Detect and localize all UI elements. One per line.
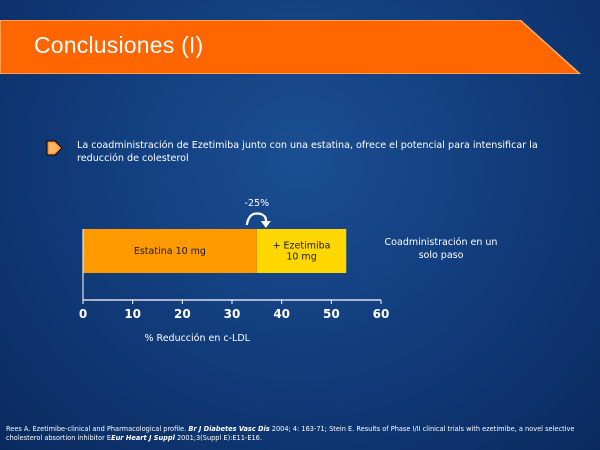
x-tick-label-50: 50 [322,307,340,321]
side-label: Coadministración en un solo paso [384,237,498,261]
curved-arrow-head-icon [261,221,271,228]
ref-part-1: Rees A. Ezetimibe-clinical and Pharmacological profile. [6,425,189,433]
bar-segment-label-1: Estatina 10 mg [133,246,206,257]
bullet-text: La coadministración de Ezetimiba junto con una estatina, ofrece el potencial para intensificar la reducción de colesterol [77,140,538,164]
x-tick-label-20: 20 [173,307,191,321]
reference-footnote [6,425,596,443]
x-tick-label-40: 40 [273,307,291,321]
x-tick-label-10: 10 [124,307,142,321]
x-tick-label-30: 30 [223,307,241,321]
ref-journal-1: Br J Diabetes Vasc Dis [188,425,270,433]
x-tick-label-60: 60 [372,307,390,321]
x-axis-label: % Reducción en c-LDL [144,333,250,344]
bar-segment-label-2: + Ezetimiba 10 mg [272,240,331,263]
x-tick-label-0: 0 [78,307,88,321]
ref-journal-2: Eur Heart J Suppl [111,434,175,442]
page-title: Conclusiones (I) [34,32,204,58]
reduction-annotation: -25% [244,198,270,209]
ref-part-3: 2001;3(Suppl E):E11-E16. [174,434,262,442]
ref-part-2: 2004; 4: 163-71; Stein E. Results of Phase I/II clinical trials with ezetimibe, a novel selective cholesterol absortion inhibitor E [6,425,575,442]
